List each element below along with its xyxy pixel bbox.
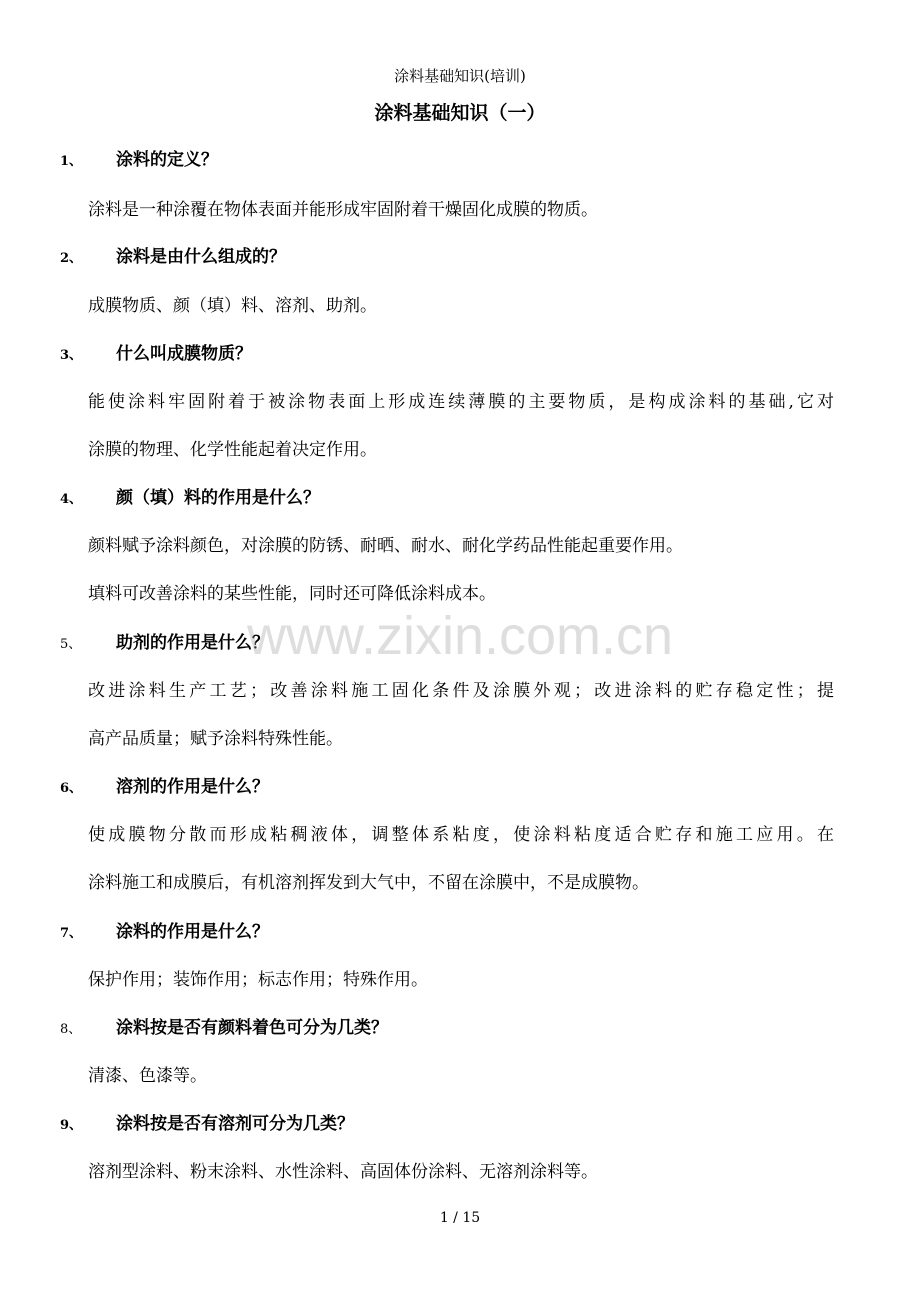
question-number: 1、 <box>60 154 83 169</box>
question-8 <box>60 1016 388 1040</box>
answer-3 <box>88 378 834 474</box>
question-text: 涂料的作用是什么？ <box>116 922 269 942</box>
question-number: 7、 <box>60 926 83 941</box>
answer-1 <box>88 186 834 234</box>
answer-7 <box>88 956 834 1004</box>
question-text: 颜（填）料的作用是什么？ <box>116 488 320 508</box>
question-text: 涂料按是否有溶剂可分为几类？ <box>116 1114 354 1134</box>
question-number: 8、 <box>60 1022 82 1037</box>
question-text: 涂料按是否有颜料着色可分为几类？ <box>116 1018 388 1038</box>
question-text: 什么叫成膜物质？ <box>116 344 252 364</box>
question-number: 6、 <box>60 781 83 796</box>
question-text: 助剂的作用是什么？ <box>116 633 269 653</box>
answer-line: 改进涂料生产工艺；改善涂料施工固化条件及涂膜外观；改进涂料的贮存稳定性；提 <box>88 681 834 701</box>
answer-5 <box>88 667 834 763</box>
answer-line: 使成膜物分散而形成粘稠液体，调整体系粘度，使涂料粘度适合贮存和施工应用。在 <box>88 825 834 845</box>
answer-2 <box>88 282 834 330</box>
question-9 <box>60 1112 354 1136</box>
answer-8 <box>88 1052 834 1100</box>
answer-line: 涂料施工和成膜后，有机溶剂挥发到大气中，不留在涂膜中，不是成膜物。 <box>88 873 649 893</box>
question-number: 3、 <box>60 348 83 363</box>
answer-line: 保护作用；装饰作用；标志作用；特殊作用。 <box>88 970 428 990</box>
question-1 <box>60 148 218 172</box>
answer-line: 涂膜的物理、化学性能起着决定作用。 <box>88 440 377 460</box>
question-number: 4、 <box>60 492 83 507</box>
question-text: 溶剂的作用是什么？ <box>116 777 269 797</box>
answer-line: 能使涂料牢固附着于被涂物表面上形成连续薄膜的主要物质，是构成涂料的基础,它对 <box>88 392 834 412</box>
question-5 <box>60 631 269 655</box>
answer-4 <box>88 522 834 618</box>
question-number: 2、 <box>60 251 83 266</box>
question-number: 5、 <box>60 637 82 652</box>
answer-line: 溶剂型涂料、粉末涂料、水性涂料、高固体份涂料、无溶剂涂料等。 <box>88 1162 598 1182</box>
answer-line: 成膜物质、颜（填）料、溶剂、助剂。 <box>88 296 377 316</box>
watermark: www.zixin.com.cn <box>246 606 674 666</box>
question-3 <box>60 342 252 366</box>
answer-6 <box>88 811 834 907</box>
answer-line: 涂料是一种涂覆在物体表面并能形成牢固附着干燥固化成膜的物质。 <box>88 200 598 220</box>
question-number: 9、 <box>60 1118 83 1133</box>
answer-line: 填料可改善涂料的某些性能，同时还可降低涂料成本。 <box>88 584 496 604</box>
question-4 <box>60 486 320 510</box>
answer-line: 清漆、色漆等。 <box>88 1066 207 1086</box>
running-header: 涂料基础知识(培训) <box>394 67 526 85</box>
question-2 <box>60 245 286 269</box>
question-6 <box>60 775 269 799</box>
question-text: 涂料的定义？ <box>116 150 218 170</box>
answer-line: 颜料赋予涂料颜色，对涂膜的防锈、耐晒、耐水、耐化学药品性能起重要作用。 <box>88 536 683 556</box>
page-number: 1 / 15 <box>439 1210 481 1226</box>
question-7 <box>60 920 269 944</box>
document-title: 涂料基础知识（一） <box>374 102 546 124</box>
question-text: 涂料是由什么组成的？ <box>116 247 286 267</box>
answer-9 <box>88 1148 834 1196</box>
answer-line: 高产品质量；赋予涂料特殊性能。 <box>88 729 343 749</box>
